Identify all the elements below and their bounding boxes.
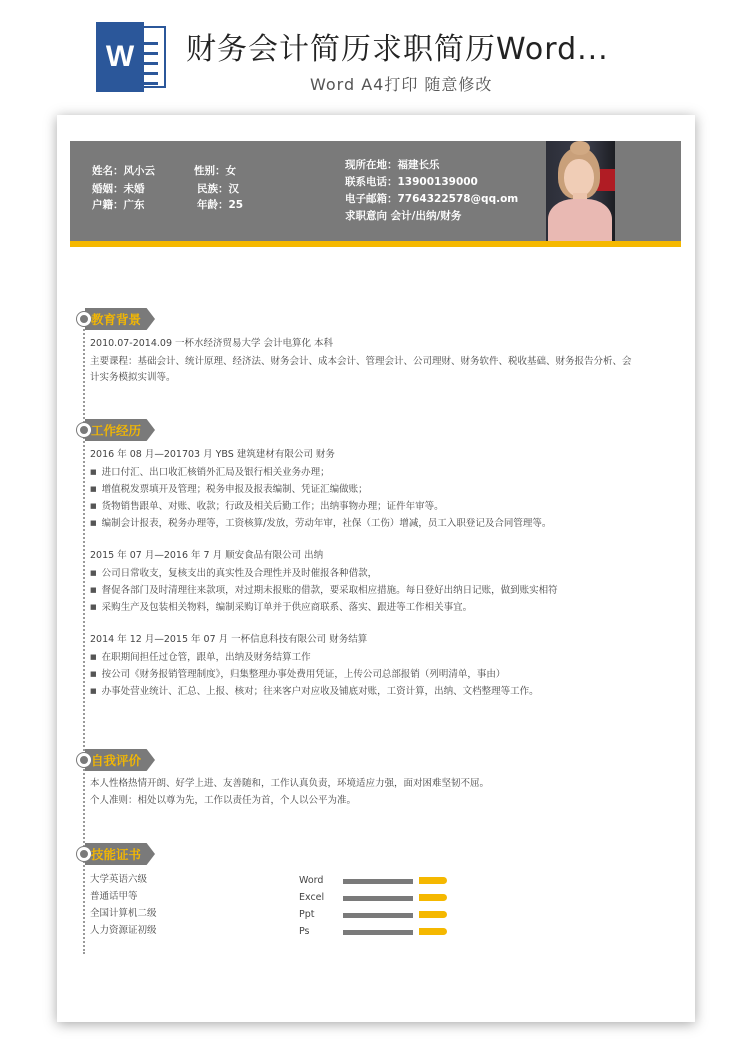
profile-name: 姓名：风小云 bbox=[92, 165, 155, 177]
profile-age: 年龄：25 bbox=[197, 199, 244, 211]
section-title: 教育背景 bbox=[91, 312, 142, 327]
timeline-dot bbox=[77, 423, 91, 437]
job-duty: ■ 在职期间担任过仓管，跟单，出纳及财务结算工作 bbox=[90, 650, 311, 665]
job-header: 2014 年 12 月—2015 年 07 月 一杯信息科技有限公司 财务结算 bbox=[90, 634, 368, 645]
job-duty: ■ 办事处营业统计、汇总、上报、核对；往来客户对应收及铺底对账，工资计算，出纳、文档整理等工作。 bbox=[90, 684, 539, 699]
profile-photo bbox=[546, 141, 615, 241]
job-duty: ■ 按公司《财务报销管理制度》，归集整理办事处费用凭证，上传公司总部报销（列明清单，事由） bbox=[90, 667, 505, 682]
profile-phone: 联系电话：13900139000 bbox=[345, 176, 478, 188]
education-line: 2010.07-2014.09 一杯水经济贸易大学 会计电算化 本科 bbox=[90, 338, 334, 349]
skill-bar bbox=[343, 879, 413, 884]
skill-name: Word bbox=[299, 875, 324, 886]
education-courses-cont: 计实务模拟实训等。 bbox=[90, 372, 176, 383]
skill-bar bbox=[343, 930, 413, 935]
skill-ps bbox=[299, 926, 459, 938]
resume-page bbox=[57, 115, 695, 1022]
cert-item: 人力资源证初级 bbox=[90, 925, 157, 936]
document-title: 财务会计简历求职简历Word... bbox=[186, 32, 609, 67]
section-title: 技能证书 bbox=[91, 847, 142, 862]
skill-bar bbox=[343, 913, 413, 918]
job-header: 2015 年 07 月—2016 年 7 月 顺安食品有限公司 出纳 bbox=[90, 550, 324, 561]
job-header: 2016 年 08 月—201703 月 YBS 建筑建材有限公司 财务 bbox=[90, 449, 335, 460]
skill-excel bbox=[299, 892, 459, 904]
job-duty: ■ 采购生产及包装相关物料，编制采购订单并于供应商联系、落实、跟进等工作相关事宜。 bbox=[90, 600, 472, 615]
document-subtitle: Word A4打印 随意修改 bbox=[310, 75, 493, 94]
education-courses: 主要课程：基础会计、统计原理、经济法、财务会计、成本会计、管理会计、公司理财、财务软件、税收基础、财务报告分析、会 bbox=[90, 356, 632, 367]
skill-level bbox=[419, 928, 447, 935]
skill-name: Ps bbox=[299, 926, 310, 937]
job-duty: ■ 编制会计报表，税务办理等，工资核算/发放，劳动年审，社保（工伤）增减，员工入职登记及合同管理等。 bbox=[90, 516, 551, 531]
word-doc-icon bbox=[96, 22, 166, 92]
profile-gender: 性别：女 bbox=[194, 165, 236, 177]
timeline-dot bbox=[77, 847, 91, 861]
timeline-dot bbox=[77, 753, 91, 767]
profile-email: 电子邮箱：7764322578@qq.om bbox=[345, 193, 519, 205]
profile-ethnicity: 民族：汉 bbox=[197, 183, 239, 195]
cert-item: 大学英语六级 bbox=[90, 874, 148, 885]
self-evaluation: 本人性格热情开朗、好学上进、友善随和，工作认真负责，环境适应力强，面对困难坚韧不屈。 bbox=[90, 778, 490, 789]
skill-level bbox=[419, 877, 447, 884]
cert-item: 全国计算机二级 bbox=[90, 908, 157, 919]
skill-bar bbox=[343, 896, 413, 901]
job-duty: ■ 增值税发票填开及管理；税务申报及报表编制、凭证汇编做账； bbox=[90, 482, 368, 497]
job-duty: ■ 货物销售跟单、对账、收款；行政及相关后勤工作；出纳事物办理；证件年审等。 bbox=[90, 499, 444, 514]
timeline-dot bbox=[77, 312, 91, 326]
skill-level bbox=[419, 894, 447, 901]
profile-location: 现所在地：福建长乐 bbox=[345, 159, 440, 171]
section-title: 自我评价 bbox=[91, 753, 142, 768]
self-principle: 个人准则：相处以尊为先，工作以责任为首，个人以公平为准。 bbox=[90, 795, 357, 806]
skill-level bbox=[419, 911, 447, 918]
profile-marital: 婚姻：未婚 bbox=[92, 183, 145, 195]
cert-item: 普通话甲等 bbox=[90, 891, 138, 902]
job-duty: ■ 进口付汇、出口收汇核销外汇局及银行相关业务办理； bbox=[90, 465, 330, 480]
profile-intent: 求职意向 会计/出纳/财务 bbox=[345, 210, 462, 222]
profile-hukou: 户籍：广东 bbox=[92, 199, 145, 211]
section-title: 工作经历 bbox=[91, 423, 142, 438]
skill-word bbox=[299, 875, 459, 887]
skill-ppt bbox=[299, 909, 459, 921]
skill-name: Excel bbox=[299, 892, 325, 903]
job-duty: ■ 公司日常收支，复核支出的真实性及合理性并及时催报各种借款， bbox=[90, 566, 377, 581]
job-duty: ■ 督促各部门及时清理往来款项，对过期未报账的借款，要采取相应措施。每日登好出纳日记账，做到账实相符 bbox=[90, 583, 558, 598]
accent-stripe bbox=[70, 241, 681, 247]
word-logo-letter: W bbox=[96, 22, 144, 92]
skill-name: Ppt bbox=[299, 909, 315, 920]
